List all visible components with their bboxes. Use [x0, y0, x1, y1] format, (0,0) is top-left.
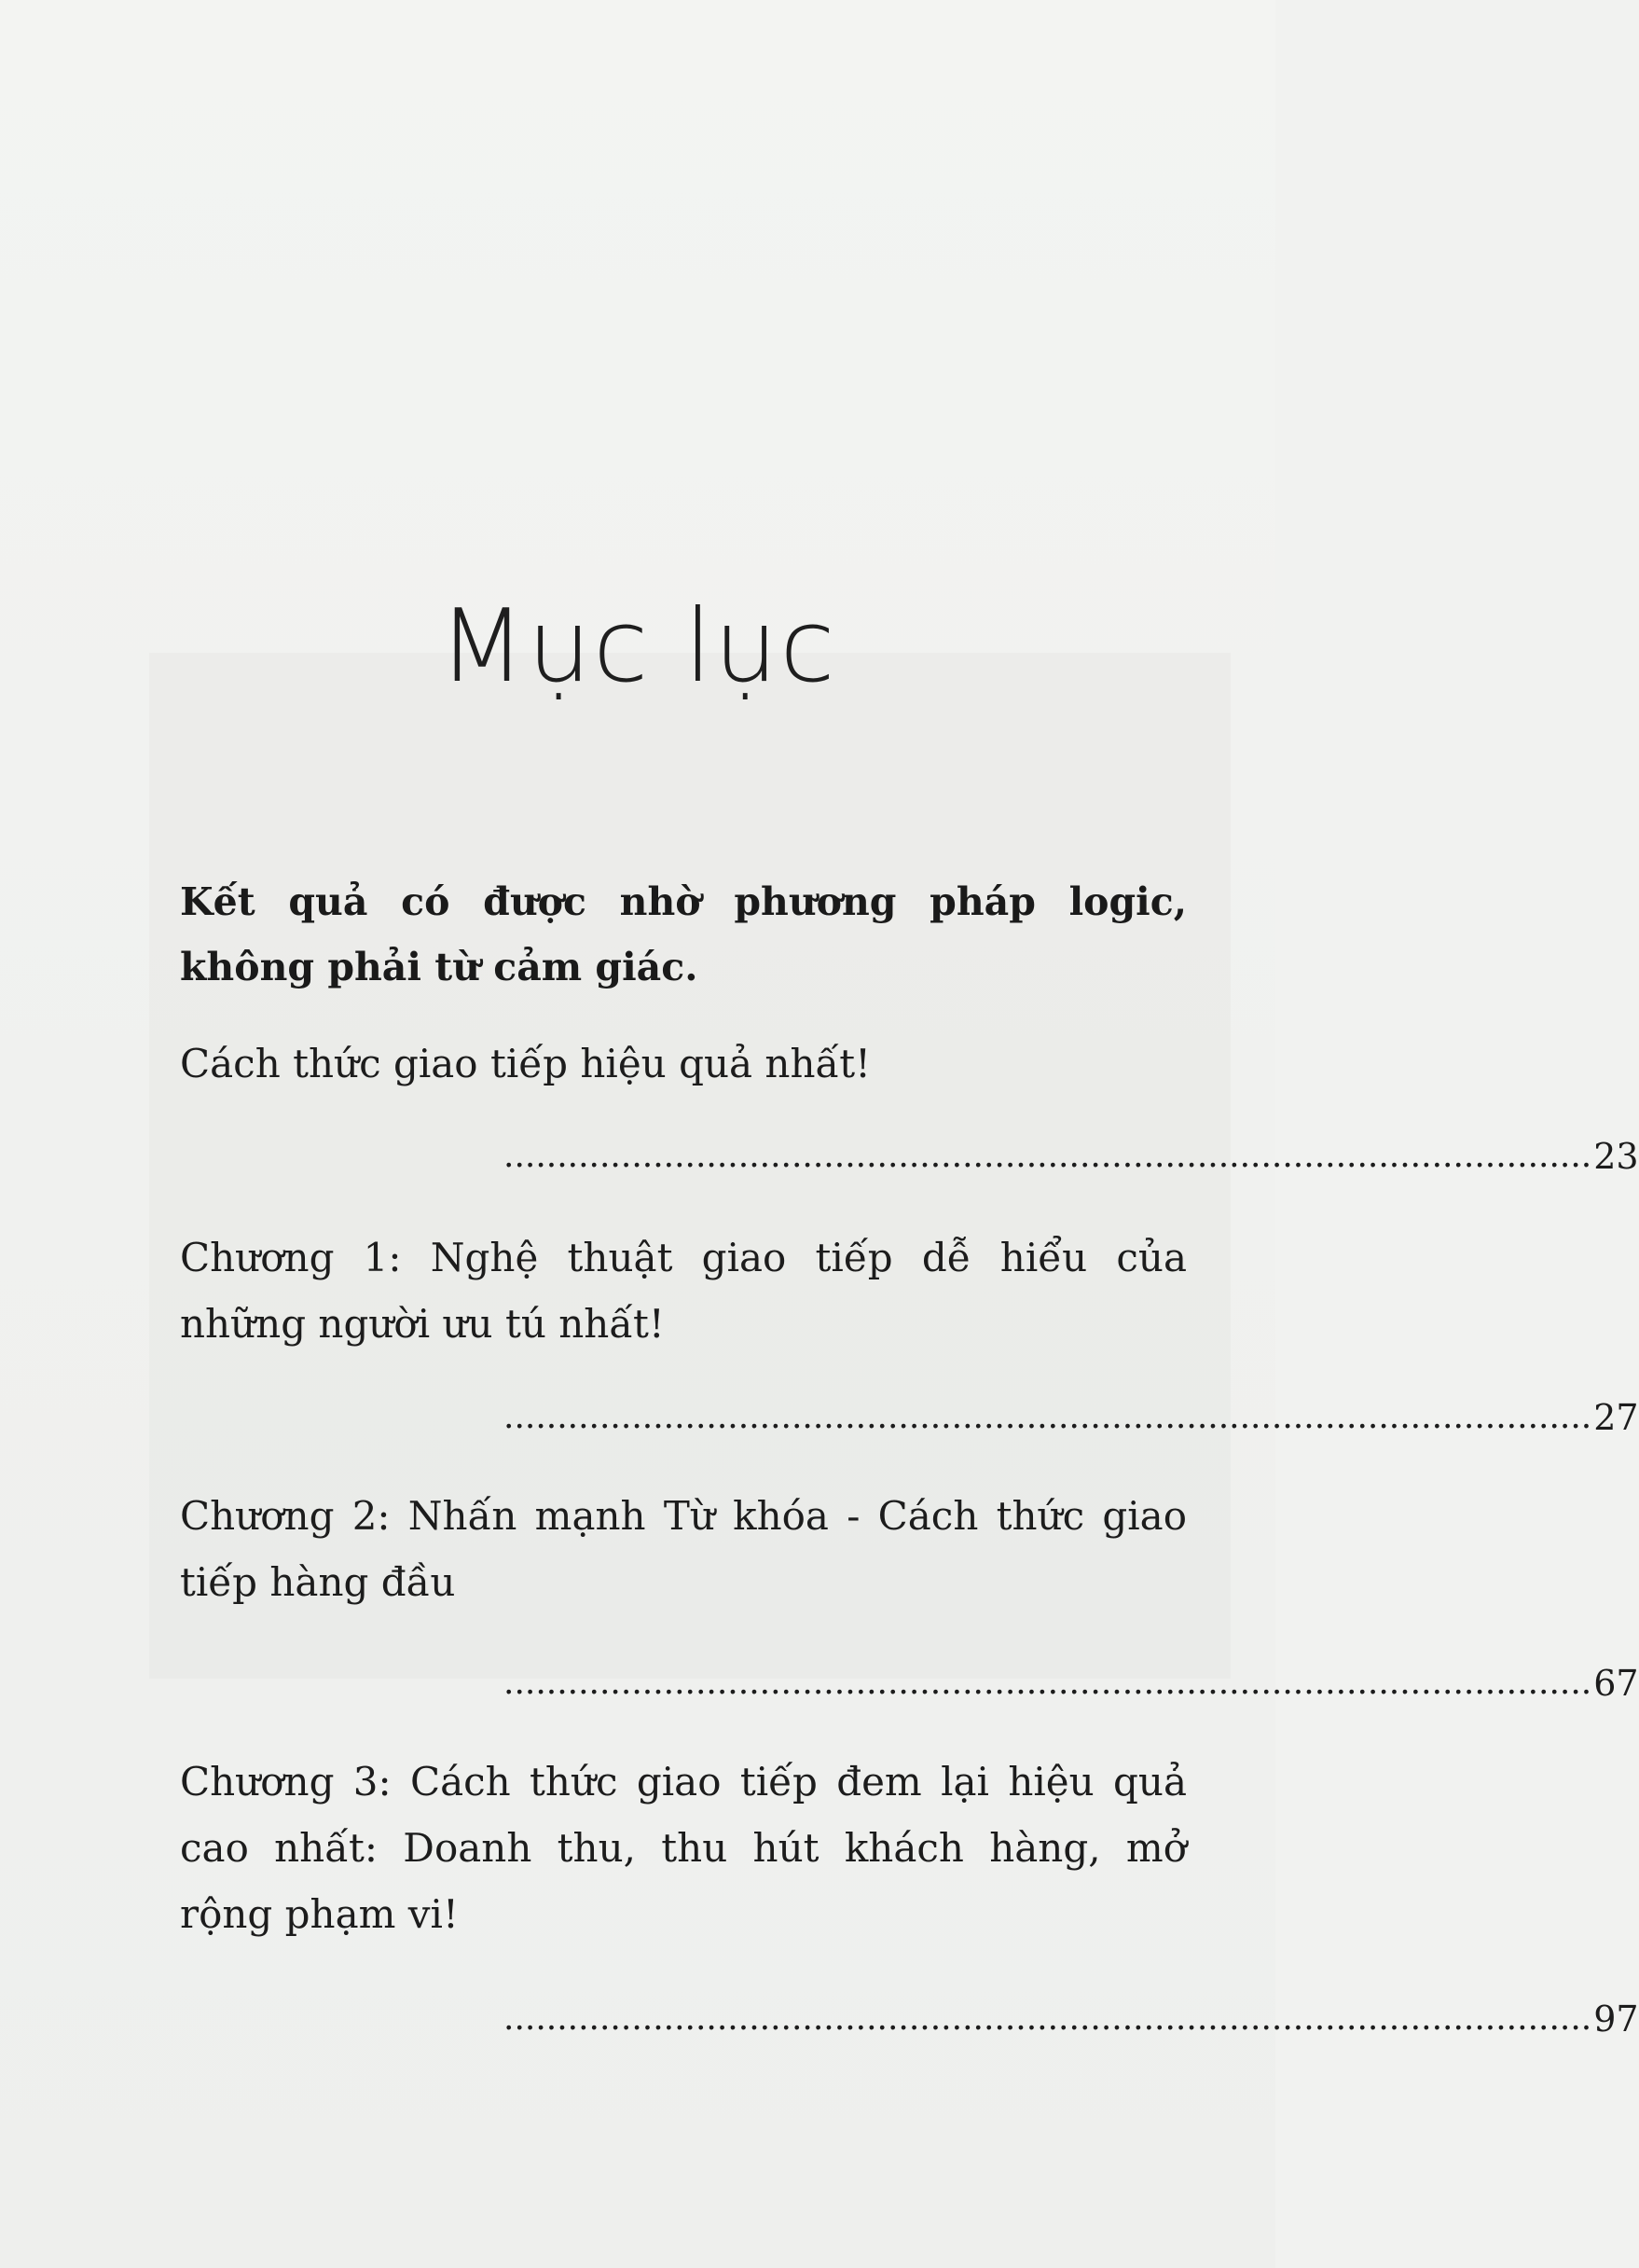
dot-leader: ......................................................................................................: [503, 1999, 1592, 2038]
toc-entry-leader: [503, 1390, 1639, 1445]
toc-entry-title: Chương 2: Nhấn mạnh Từ khóa - Cách thức giao tiếp hàng đầu: [180, 1493, 1187, 1605]
toc-page-number: 23: [1593, 1136, 1639, 1177]
page-title: Mục lục: [438, 588, 837, 705]
toc-entry-leader: [503, 1991, 1639, 2047]
dot-leader: ......................................................................................................: [503, 1137, 1592, 1175]
toc-entry-leader: [503, 1655, 1639, 1711]
toc-page-number: 27: [1593, 1397, 1639, 1438]
dot-leader: ......................................................................................................: [503, 1664, 1592, 1702]
dot-leader: ......................................................................................................: [503, 1398, 1592, 1436]
toc-entry-title: Chương 1: Nghệ thuật giao tiếp dễ hiểu của những người ưu tú nhất!: [180, 1235, 1187, 1347]
toc-page-number: 97: [1593, 1998, 1639, 2040]
toc-page-number: 67: [1593, 1663, 1639, 1704]
toc-entry-title: Cách thức giao tiếp hiệu quả nhất!: [180, 1041, 871, 1086]
toc-entry-title: Chương 3: Cách thức giao tiếp đem lại hiệu quả cao nhất: Doanh thu, thu hút khách hàng, mở rộng phạm vi!: [180, 1759, 1187, 1937]
intro-text: Kết quả có được nhờ phương pháp logic, không phải từ cảm giác.: [180, 879, 1187, 989]
toc-entry-leader: [503, 1128, 1639, 1184]
